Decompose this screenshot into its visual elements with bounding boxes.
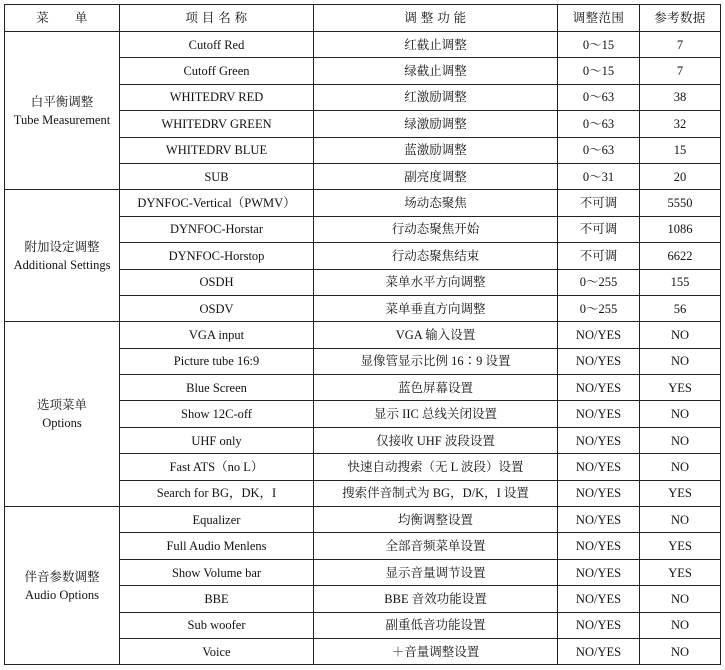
menu-label-chinese: 选项菜单 (36, 398, 87, 413)
range-cell: NO/YES (558, 427, 640, 453)
reference-value-cell: 7 (640, 58, 721, 84)
header-row (5, 5, 721, 32)
reference-value-cell: 38 (640, 84, 721, 110)
function-cell: 显像管显示比例 16∶9 设置 (314, 348, 558, 374)
range-cell: NO/YES (558, 375, 640, 401)
item-name-cell: Voice (120, 638, 314, 664)
item-name-cell: Blue Screen (120, 375, 314, 401)
range-cell: 0～63 (558, 84, 640, 110)
item-name-cell: WHITEDRV GREEN (120, 111, 314, 137)
item-name-cell: VGA input (120, 322, 314, 348)
menu-label-english: Audio Options (25, 587, 99, 602)
function-cell: 副重低音功能设置 (314, 612, 558, 638)
reference-value-cell: NO (640, 401, 721, 427)
item-name-cell: WHITEDRV BLUE (120, 137, 314, 163)
range-cell: 0～255 (558, 269, 640, 295)
item-name-cell: Cutoff Green (120, 58, 314, 84)
reference-value-cell: NO (640, 322, 721, 348)
table-row (5, 32, 721, 58)
function-cell: BBE 音效功能设置 (314, 586, 558, 612)
item-name-cell: Sub woofer (120, 612, 314, 638)
function-cell: ＋音量调整设置 (314, 638, 558, 664)
range-cell: NO/YES (558, 638, 640, 664)
reference-value-cell: YES (640, 559, 721, 585)
function-cell: 行动态聚焦开始 (314, 216, 558, 242)
reference-value-cell: NO (640, 454, 721, 480)
reference-value-cell: NO (640, 638, 721, 664)
item-name-cell: BBE (120, 586, 314, 612)
range-cell: NO/YES (558, 480, 640, 506)
function-cell: 红激励调整 (314, 84, 558, 110)
item-name-cell: DYNFOC-Vertical（PWMV） (120, 190, 314, 216)
table-row (5, 507, 721, 533)
range-cell: 不可调 (558, 216, 640, 242)
function-cell: 红截止调整 (314, 32, 558, 58)
header-range: 调整范围 (558, 5, 640, 32)
function-cell: 副亮度调整 (314, 163, 558, 189)
item-name-cell: WHITEDRV RED (120, 84, 314, 110)
function-cell: 行动态聚焦结束 (314, 243, 558, 269)
function-cell: 绿激励调整 (314, 111, 558, 137)
item-name-cell: Show 12C-off (120, 401, 314, 427)
range-cell: 0～63 (558, 137, 640, 163)
range-cell: 不可调 (558, 243, 640, 269)
function-cell: 均衡调整设置 (314, 507, 558, 533)
item-name-cell: DYNFOC-Horstop (120, 243, 314, 269)
function-cell: 菜单水平方向调整 (314, 269, 558, 295)
table-body (5, 32, 721, 665)
range-cell: 0～31 (558, 163, 640, 189)
item-name-cell: Picture tube 16:9 (120, 348, 314, 374)
menu-label-chinese: 白平衡调整 (30, 94, 94, 109)
range-cell: NO/YES (558, 612, 640, 638)
range-cell: 不可调 (558, 190, 640, 216)
menu-group-cell (5, 507, 120, 665)
reference-value-cell: 5550 (640, 190, 721, 216)
item-name-cell: Show Volume bar (120, 559, 314, 585)
function-cell: VGA 输入设置 (314, 322, 558, 348)
reference-value-cell: 7 (640, 32, 721, 58)
function-cell: 场动态聚焦 (314, 190, 558, 216)
menu-label-english: Options (42, 416, 82, 431)
reference-value-cell: NO (640, 427, 721, 453)
menu-label-english: Additional Settings (13, 257, 111, 272)
menu-group-cell (5, 322, 120, 507)
range-cell: 0～63 (558, 111, 640, 137)
reference-value-cell: 20 (640, 163, 721, 189)
header-item-name: 项 目 名 称 (120, 5, 314, 32)
service-adjustment-table (4, 4, 721, 665)
function-cell: 搜索伴音制式为 BG，D/K，I 设置 (314, 480, 558, 506)
menu-group-cell (5, 32, 120, 190)
menu-group-cell (5, 190, 120, 322)
reference-value-cell: 32 (640, 111, 721, 137)
table-row (5, 190, 721, 216)
range-cell: NO/YES (558, 401, 640, 427)
function-cell: 绿截止调整 (314, 58, 558, 84)
function-cell: 蓝激励调整 (314, 137, 558, 163)
header-reference: 参考数据 (640, 5, 721, 32)
reference-value-cell: YES (640, 533, 721, 559)
range-cell: NO/YES (558, 507, 640, 533)
reference-value-cell: 6622 (640, 243, 721, 269)
reference-value-cell: YES (640, 480, 721, 506)
item-name-cell: Cutoff Red (120, 32, 314, 58)
item-name-cell: Fast ATS（no L） (120, 454, 314, 480)
function-cell: 显示音量调节设置 (314, 559, 558, 585)
range-cell: NO/YES (558, 322, 640, 348)
item-name-cell: OSDV (120, 295, 314, 321)
menu-label-english: Tube Measurement (13, 112, 111, 127)
range-cell: NO/YES (558, 586, 640, 612)
range-cell: 0～15 (558, 32, 640, 58)
function-cell: 显示 IIC 总线关闭设置 (314, 401, 558, 427)
reference-value-cell: 56 (640, 295, 721, 321)
item-name-cell: Equalizer (120, 507, 314, 533)
range-cell: 0～255 (558, 295, 640, 321)
header-menu: 菜 单 (5, 5, 120, 32)
range-cell: 0～15 (558, 58, 640, 84)
reference-value-cell: NO (640, 507, 721, 533)
reference-value-cell: NO (640, 612, 721, 638)
range-cell: NO/YES (558, 348, 640, 374)
item-name-cell: Search for BG，DK，I (120, 480, 314, 506)
reference-value-cell: 1086 (640, 216, 721, 242)
item-name-cell: DYNFOC-Horstar (120, 216, 314, 242)
item-name-cell: SUB (120, 163, 314, 189)
range-cell: NO/YES (558, 559, 640, 585)
range-cell: NO/YES (558, 533, 640, 559)
function-cell: 菜单垂直方向调整 (314, 295, 558, 321)
item-name-cell: UHF only (120, 427, 314, 453)
reference-value-cell: NO (640, 348, 721, 374)
table-row (5, 322, 721, 348)
function-cell: 蓝色屏幕设置 (314, 375, 558, 401)
range-cell: NO/YES (558, 454, 640, 480)
function-cell: 快速自动搜索（无 L 波段）设置 (314, 454, 558, 480)
function-cell: 仅接收 UHF 波段设置 (314, 427, 558, 453)
item-name-cell: Full Audio Menlens (120, 533, 314, 559)
function-cell: 全部音频菜单设置 (314, 533, 558, 559)
header-function: 调 整 功 能 (314, 5, 558, 32)
menu-label-chinese: 附加设定调整 (24, 239, 100, 254)
menu-label-chinese: 伴音参数调整 (24, 569, 100, 584)
reference-value-cell: NO (640, 586, 721, 612)
item-name-cell: OSDH (120, 269, 314, 295)
table-header (5, 5, 721, 32)
reference-value-cell: 15 (640, 137, 721, 163)
reference-value-cell: 155 (640, 269, 721, 295)
reference-value-cell: YES (640, 375, 721, 401)
